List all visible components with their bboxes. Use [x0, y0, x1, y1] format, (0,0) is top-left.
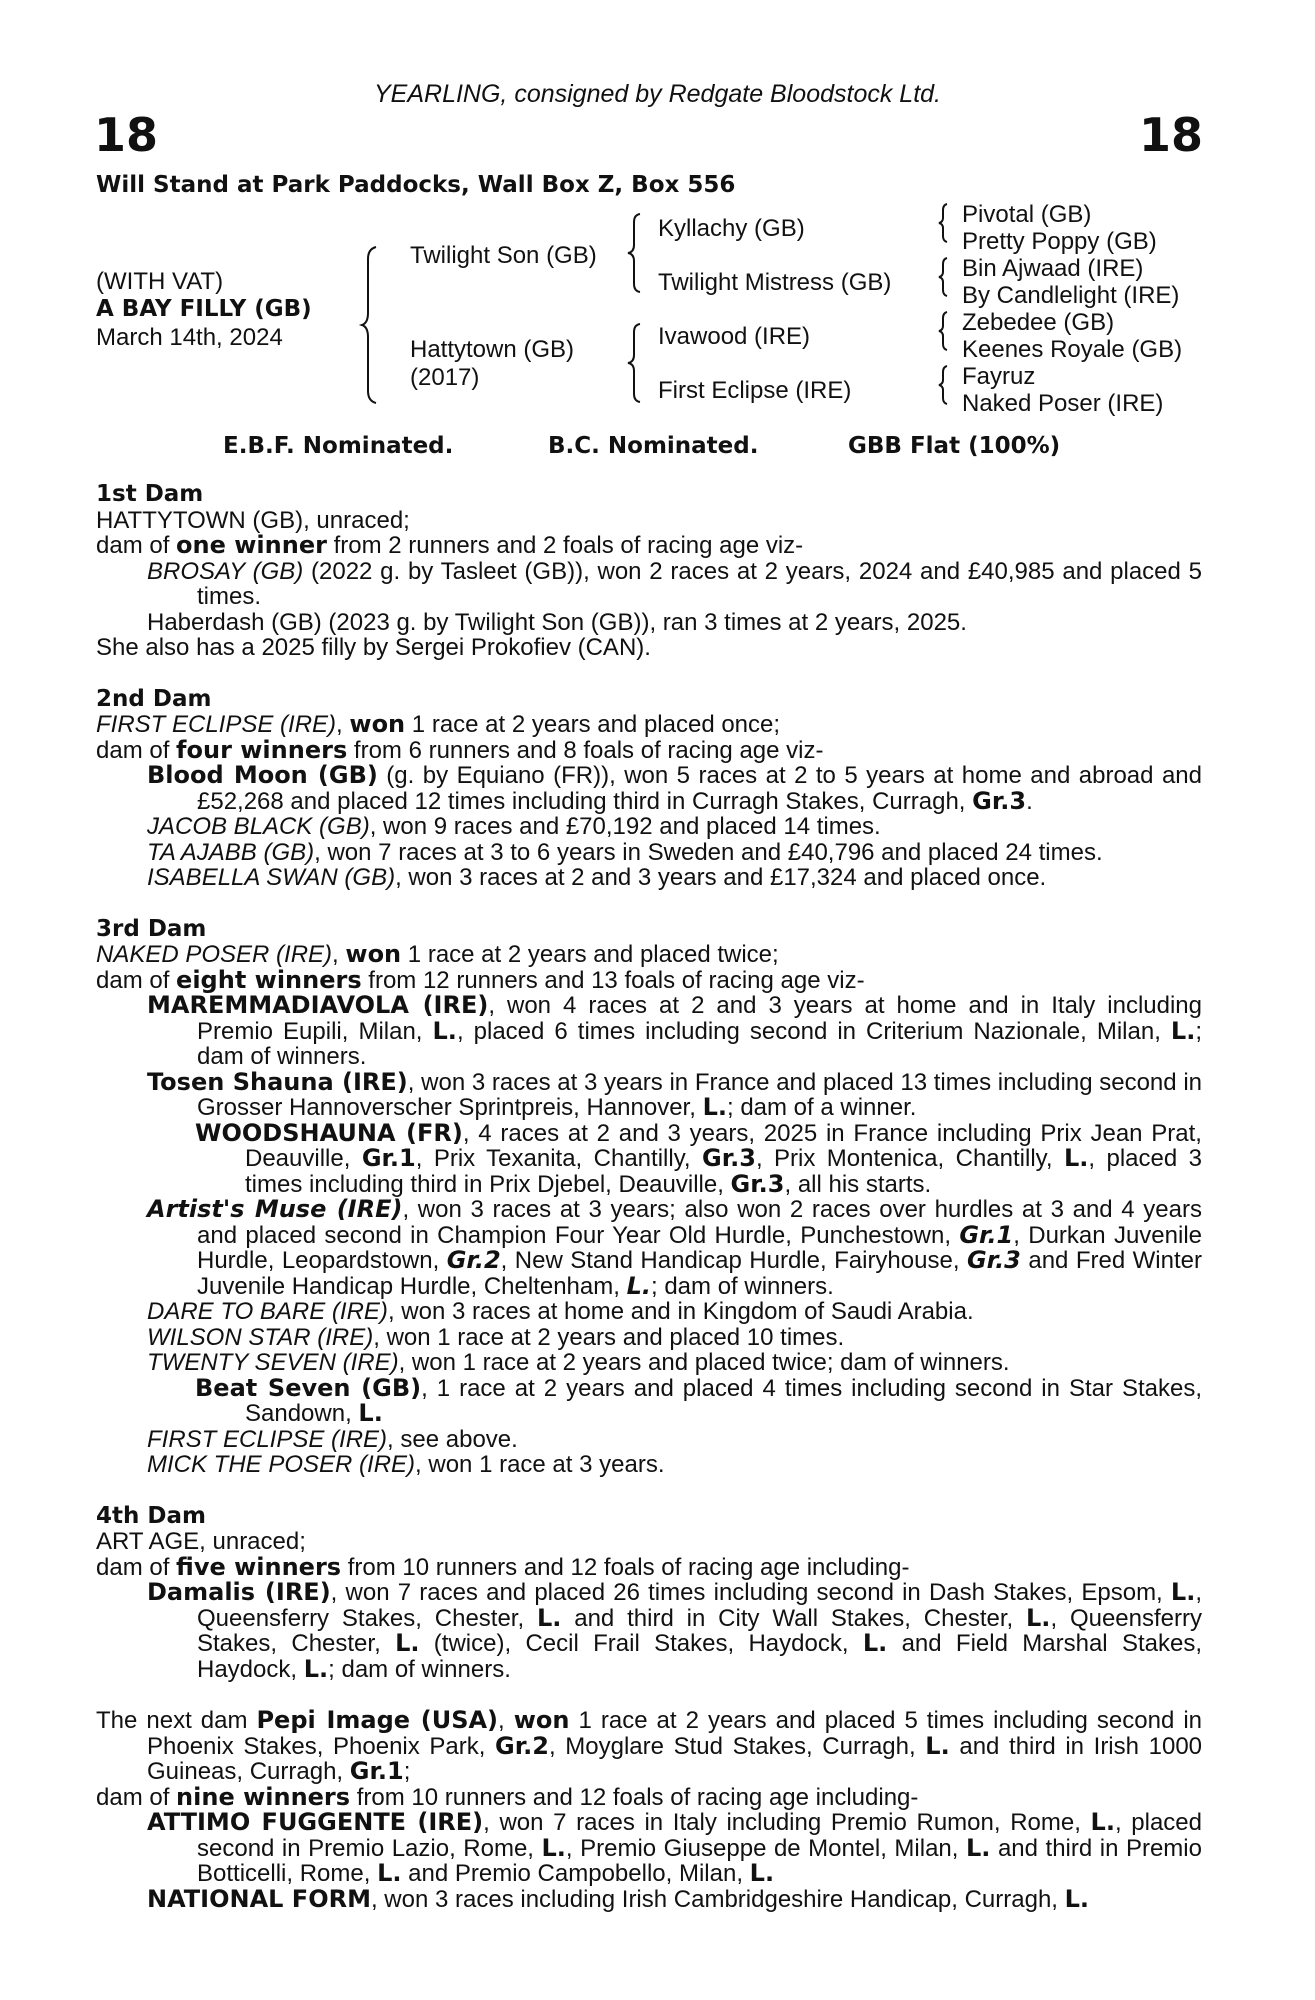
pedigree-brace-main: [362, 245, 392, 405]
produce-entry-sub: WOODSHAUNA (FR), 4 races at 2 and 3 years, 2025 in France including Prix Jean Prat, Deauville, Gr.1, Prix Texanita, Chantilly, Gr.3, Prix Montenica, Chantilly, L., placed 3 times including third in Prix Djebel, Deauville, Gr.3, all his starts.: [195, 1118, 1202, 1198]
pedigree-brace-twilight-mistress: [937, 256, 953, 298]
lot-number-right: 18: [1138, 108, 1203, 162]
produce-entry: MAREMMADIAVOLA (IRE), won 4 races at 2 and 3 years at home and in Italy including Premio Eupili, Milan, L., placed 6 times including second in Criterium Nazionale, Milan, L.; dam of winners.: [147, 991, 1202, 1070]
next-dam-produce-summary: dam of nine winners from 10 runners and 12 foals of racing age including-: [96, 1782, 919, 1811]
ebf-nomination: E.B.F. Nominated.: [223, 433, 454, 459]
produce-entry: Damalis (IRE), won 7 races and placed 26 times including second in Dash Stakes, Epsom, L., Queensferry Stakes, Chester, L. and third in City Wall Stakes, Chester, L., Queensferry Stakes, Chester, L. (twice), Cecil Frail Stakes, Haydock, L. and Field Marshal Stakes, Haydock, L.; dam of winners.: [147, 1578, 1202, 1683]
produce-entry-sub: Beat Seven (GB), 1 race at 2 years and placed 4 times including second in Star Stakes, Sandown, L.: [195, 1373, 1202, 1427]
produce-entry: TWENTY SEVEN (IRE), won 1 race at 2 years and placed twice; dam of winners.: [147, 1349, 1010, 1376]
pedigree-gen2-1: Kyllachy (GB): [658, 215, 805, 242]
produce-entry: Blood Moon (GB) (g. by Equiano (FR)), won 5 races at 2 to 5 years at home and abroad and £52,268 and placed 12 times including third in Curragh Stakes, Curragh, Gr.3.: [147, 761, 1202, 815]
first-dam-produce-summary: dam of one winner from 2 runners and 2 foals of racing age viz-: [96, 531, 804, 559]
fourth-dam-produce-summary: dam of five winners from 10 runners and 12 foals of racing age including-: [96, 1552, 910, 1581]
pedigree-brace-sire: [628, 212, 648, 294]
pedigree-gen3-1: Pivotal (GB): [962, 201, 1092, 228]
pedigree-gen2-4: First Eclipse (IRE): [658, 377, 852, 404]
pedigree-dam: Hattytown (GB): [410, 336, 575, 363]
pedigree-brace-first-eclipse: [937, 364, 953, 406]
produce-entry: TA AJABB (GB), won 7 races at 3 to 6 years in Sweden and £40,796 and placed 24 times.: [147, 838, 1103, 866]
fourth-dam-section: [96, 1504, 1202, 1683]
bc-nomination: B.C. Nominated.: [548, 433, 759, 459]
pedigree-gen3-2: Pretty Poppy (GB): [962, 228, 1157, 255]
pedigree-brace-kyllachy: [937, 202, 953, 244]
vat-note: (WITH VAT): [96, 268, 224, 295]
produce-entry: WILSON STAR (IRE), won 1 race at 2 years and placed 10 times.: [147, 1323, 845, 1351]
produce-entry: DARE TO BARE (IRE), won 3 races at home and in Kingdom of Saudi Arabia.: [147, 1298, 974, 1325]
produce-entry: ISABELLA SWAN (GB), won 3 races at 2 and 3 years and £17,324 and placed once.: [147, 864, 1047, 891]
lot-number-left: 18: [94, 108, 159, 162]
second-dam-heading: 2nd Dam: [96, 685, 212, 712]
first-dam-line: HATTYTOWN (GB), unraced;: [96, 506, 410, 534]
produce-entry: MICK THE POSER (IRE), won 1 race at 3 years.: [147, 1451, 665, 1478]
second-dam-produce-summary: dam of four winners from 6 runners and 8 foals of racing age viz-: [96, 735, 824, 764]
first-dam-section: [96, 482, 1202, 661]
first-dam-note: She also has a 2025 filly by Sergei Prokofiev (CAN).: [96, 634, 651, 661]
pedigree-gen3-8: Naked Poser (IRE): [962, 390, 1164, 417]
produce-entry: BROSAY (GB) (2022 g. by Tasleet (GB)), won 2 races at 2 years, 2024 and £40,985 and placed 5 times.: [147, 557, 1202, 610]
gbb-flat: GBB Flat (100%): [848, 433, 1061, 459]
pedigree-brace-ivawood: [937, 310, 953, 352]
catalogue-body: [96, 482, 1202, 1912]
pedigree-brace-dam: [628, 322, 648, 404]
pedigree-gen2-3: Ivawood (IRE): [658, 323, 811, 350]
third-dam-section: [96, 917, 1202, 1478]
pedigree-gen3-5: Zebedee (GB): [962, 309, 1115, 336]
pedigree-gen3-6: Keenes Royale (GB): [962, 336, 1183, 363]
produce-entry: JACOB BLACK (GB), won 9 races and £70,192 and placed 14 times.: [147, 813, 881, 840]
produce-entry: FIRST ECLIPSE (IRE), see above.: [147, 1425, 518, 1453]
foaling-date: March 14th, 2024: [96, 324, 283, 351]
next-dam-line: The next dam Pepi Image (USA), won 1 race at 2 years and placed 5 times including second in Phoenix Stakes, Phoenix Park, Gr.2, Moyglare Stud Stakes, Curragh, L. and third in Irish 1000 Guineas, Curragh, Gr.1;: [96, 1706, 1203, 1785]
pedigree-dam-year: (2017): [410, 364, 480, 391]
third-dam-heading: 3rd Dam: [96, 915, 207, 942]
produce-entry: ATTIMO FUGGENTE (IRE), won 7 races in Italy including Premio Rumon, Rome, L., placed second in Premio Lazio, Rome, L., Premio Giuseppe de Montel, Milan, L. and third in Premio Botticelli, Rome, L. and Premio Campobello, Milan, L.: [147, 1808, 1202, 1887]
produce-entry: Haberdash (GB) (2023 g. by Twilight Son (GB)), ran 3 times at 2 years, 2025.: [147, 608, 967, 636]
fourth-dam-line: ART AGE, unraced;: [96, 1528, 306, 1555]
pedigree-gen3-3: Bin Ajwaad (IRE): [962, 255, 1144, 282]
pedigree-gen3-4: By Candlelight (IRE): [962, 282, 1180, 309]
third-dam-line: NAKED POSER (IRE), won 1 race at 2 years and placed twice;: [96, 940, 779, 968]
produce-entry: NATIONAL FORM, won 3 races including Irish Cambridgeshire Handicap, Curragh, L.: [147, 1884, 1090, 1913]
lot-title: A BAY FILLY (GB): [96, 296, 312, 322]
produce-entry: Artist's Muse (IRE), won 3 races at 3 years; also won 2 races over hurdles at 3 and 4 years and placed second in Champion Four Year Old Hurdle, Punchestown, Gr.1, Durkan Juvenile Hurdle, Leopardstown, Gr.2, New Stand Handicap Hurdle, Fairyhouse, Gr.3 and Fred Winter Juvenile Handicap Hurdle, Cheltenham, L.; dam of winners.: [147, 1195, 1202, 1300]
next-dam-section: [96, 1708, 1202, 1912]
first-dam-heading: 1st Dam: [96, 481, 204, 507]
fourth-dam-heading: 4th Dam: [96, 1502, 206, 1529]
produce-entry: Tosen Shauna (IRE), won 3 races at 3 years in France and placed 13 times including second in Grosser Hannoverscher Sprintpreis, Hannover, L.; dam of a winner.: [147, 1067, 1203, 1121]
pedigree-gen3-7: Fayruz: [962, 363, 1036, 390]
consignment-line: YEARLING, consigned by Redgate Bloodstock Ltd.: [374, 80, 941, 108]
stand-location: Will Stand at Park Paddocks, Wall Box Z, Box 556: [96, 172, 736, 198]
second-dam-line: FIRST ECLIPSE (IRE), won 1 race at 2 years and placed once;: [96, 710, 781, 738]
third-dam-produce-summary: dam of eight winners from 12 runners and 13 foals of racing age viz-: [96, 965, 865, 994]
pedigree-sire: Twilight Son (GB): [410, 242, 597, 269]
second-dam-section: [96, 687, 1202, 891]
pedigree-gen2-2: Twilight Mistress (GB): [658, 269, 892, 296]
